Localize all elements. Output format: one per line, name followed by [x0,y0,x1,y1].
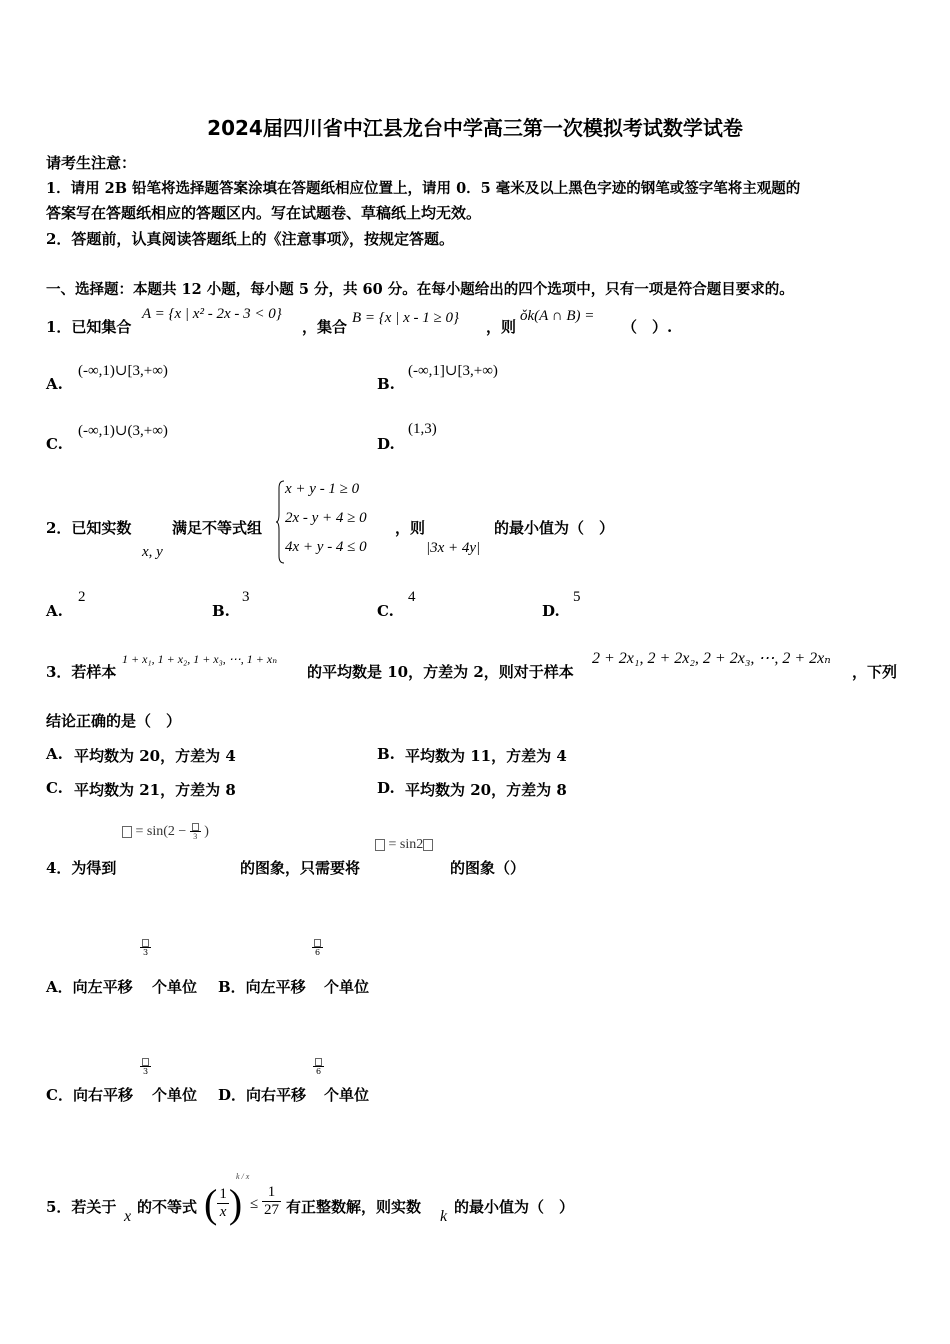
q3-option-b-label: B. [377,745,395,763]
q3-mid: 的平均数是 10，方差为 2，则对于样本 [307,663,574,681]
q4-option-d-unit: 个单位 [324,1086,370,1104]
q4-option-c: C．向右平移 [46,1086,133,1104]
q4-prefix: 4．为得到 [46,859,117,877]
q4-option-d: D．向右平移 [218,1086,307,1104]
q2-inequality-2: 2x - y + 4 ≥ 0 [285,510,367,526]
q5-tail: 的最小值为（ ） [454,1198,575,1216]
q2-tail: 的最小值为（ ） [494,519,615,537]
q4-function-1 [122,822,209,841]
q4-function-1-close: ) [204,823,209,839]
q1-set-b: B = {x | x - 1 ≥ 0} [352,310,459,326]
q5-prefix: 5．若关于 [46,1198,117,1216]
notice-heading: 请考生注意： [46,154,137,172]
q4-option-a-denominator: 3 [142,948,149,957]
q3-sample-2: 2 + 2x₁, 2 + 2x₂, 2 + 2x₃, ⋯, 2 + 2xₙ [592,650,831,667]
q1-option-a-label: A. [46,375,63,393]
q4-option-b-denominator: 6 [314,948,321,957]
q4-option-c-denominator: 3 [142,1067,149,1076]
q2-option-b-value: 3 [242,589,250,605]
q4-option-b: B．向左平移 [218,978,306,996]
q4-function-1-fraction [190,822,201,841]
q4-option-d-fraction [313,1057,324,1076]
q4-option-d-denominator: 6 [315,1067,322,1076]
q1-set-a: A = {x | x² - 2x - 3 < 0} [142,306,282,322]
q3-prefix: 3．若样本 [46,663,117,681]
q2-option-a-value: 2 [78,589,86,605]
notice-line-1-cont: 答案写在答题纸相应的答题区内。写在试题卷、草稿纸上均无效。 [46,204,482,222]
q5-paren-left: ( [204,1181,218,1226]
q2-option-c-value: 4 [408,589,416,605]
notice-line-1: 1．请用 2B 铅笔将选择题答案涂填在答题纸相应位置上，请用 0．5 毫米及以上黑色字迹的钢笔或签字笔将主观题的 [46,180,801,197]
q1-option-a-value: (-∞,1)∪[3,+∞) [78,363,168,379]
q5-denominator-27: 27 [264,1202,279,1218]
q4-option-c-unit: 个单位 [152,1086,198,1104]
q1-option-d-label: D. [377,435,395,453]
q2-option-c-label: C. [377,602,394,620]
q4-function-1-denominator: 3 [193,832,198,842]
q4-option-b-unit: 个单位 [324,978,370,996]
q2-inequality-1: x + y - 1 ≥ 0 [285,481,360,497]
q2-inequality-3: 4x + y - 4 ≤ 0 [285,539,367,555]
q4-y-glyph [122,826,132,838]
q4-option-c-fraction [140,1057,151,1076]
q3-option-a-value: 平均数为 20，方差为 4 [74,747,236,765]
q2-option-a-label: A. [46,602,63,620]
q1-mid: ，集合 [302,318,348,336]
section-heading: 一、选择题：本题共 12 小题，每小题 5 分，共 60 分。在每小题给出的四个选项中，只有一项是符合题目要求的。 [46,281,794,298]
q5-numerator-2: 1 [262,1184,281,1202]
q2-option-d-value: 5 [573,589,581,605]
q4-tail: 的图象（） [450,859,526,877]
q1-option-c-value: (-∞,1)∪(3,+∞) [78,423,168,439]
q3-option-c-label: C. [46,779,63,797]
q5-mid: 的不等式 [137,1198,198,1216]
q5-fraction-1-27 [262,1184,281,1219]
q3-option-a-label: A. [46,745,63,763]
q5-numerator-1: 1 [219,1186,227,1202]
q3-tail: ，下列 [852,663,898,681]
q3-option-d-value: 平均数为 20，方差为 8 [405,781,567,799]
q5-paren-right: ) [228,1181,243,1226]
q1-then: ，则 [486,318,517,336]
q1-expression: ǒk(A ∩ B) = [520,308,595,324]
q3-sample-1: 1 + x₁, 1 + x₂, 1 + x₃, ⋯, 1 + xₙ [122,652,278,666]
q5-var-x: x [124,1208,132,1225]
q5-mid-2: 有正整数解，则实数 [286,1198,422,1216]
q4-option-a-fraction [140,938,151,957]
q4-function-2 [375,837,433,853]
q3-line-2: 结论正确的是（ ） [46,712,182,730]
q1-tail: （ ）. [622,318,673,336]
q4-option-a: A．向左平移 [46,978,133,996]
q1-option-b-label: B. [377,375,395,393]
q2-vars: x, y [142,544,163,560]
q2-mid: 满足不等式组 [172,519,263,537]
q2-expression: |3x + 4y| [426,540,481,556]
q1-option-b-value: (-∞,1]∪[3,+∞) [408,363,498,379]
q1-prefix: 1．已知集合 [46,318,132,336]
q5-exponent: k / x [236,1172,250,1181]
q5-inequality [204,1180,242,1227]
q4-y2-glyph [375,839,385,851]
q5-le: ≤ [250,1196,259,1212]
q3-option-d-label: D. [377,779,395,797]
q3-option-c-value: 平均数为 21，方差为 8 [74,781,236,799]
q2-option-d-label: D. [542,602,560,620]
q1-option-c-label: C. [46,435,63,453]
q2-option-b-label: B. [212,602,230,620]
q2-then: ，则 [395,519,426,537]
q4-function-2-text: = sin2 [388,837,424,852]
q4-option-b-fraction [312,938,323,957]
q4-mid: 的图象，只需要将 [240,859,361,877]
q4-function-1-text: = sin(2 − [135,823,187,839]
notice-line-2: 2．答题前，认真阅读答题纸上的《注意事项》，按规定答题。 [46,230,454,248]
q2-system-brace [275,480,285,564]
q4-option-a-unit: 个单位 [152,978,198,996]
page-title: 2024届四川省中江县龙台中学高三第一次模拟考试数学试卷 [207,116,743,140]
q5-denominator-x: x [219,1204,227,1220]
q5-var-k: k [440,1208,448,1225]
q3-option-b-value: 平均数为 11，方差为 4 [405,747,567,765]
q2-prefix: 2．已知实数 [46,519,132,537]
q1-option-d-value: (1,3) [408,421,437,437]
